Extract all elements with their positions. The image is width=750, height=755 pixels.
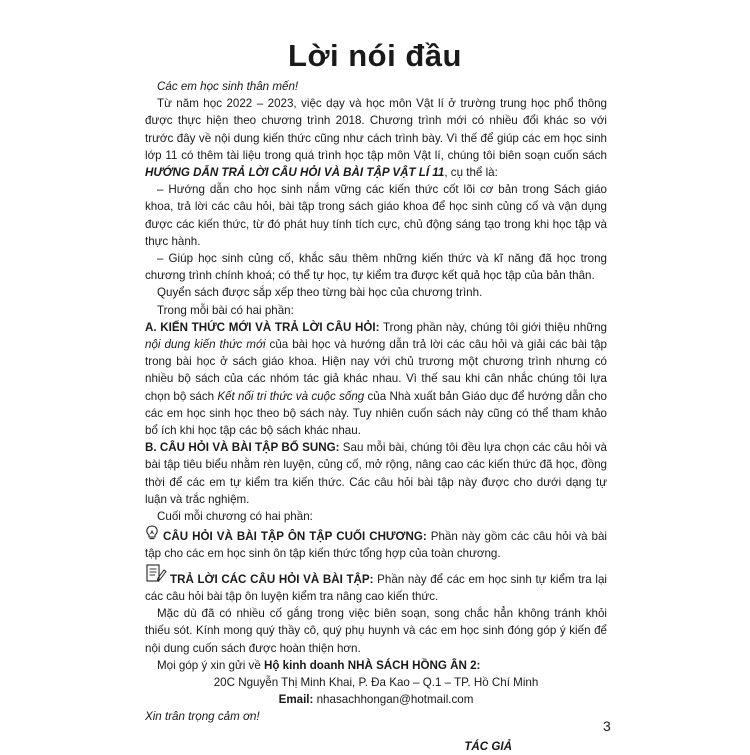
document-pencil-icon bbox=[145, 563, 167, 583]
answers-paragraph: TRẢ LỜI CÁC CÂU HỎI VÀ BÀI TẬP: Phần này để các em học sinh tự kiểm tra lại các câu hỏi bài tập ôn luyện kiểm tra nâng cao kiến thức. bbox=[145, 563, 607, 605]
thanks-line: Xin trân trọng cảm ơn! bbox=[145, 710, 260, 724]
intro-paragraph: Từ năm học 2022 – 2023, việc dạy và học môn Vật lí ở trường trung học phổ thông được thực hiện theo chương trình 2018. Chương trình mới có nhiều đổi khác so với trước đây về nội dung kiến thức cũng như cách trình bày. Vì thế để giúp các em học sinh lớp 11 có thêm tài liệu trong quá trình học tập môn Vật lí, chúng tôi biên soạn cuốn sách HƯỚNG DẪN TRẢ LỜI CÂU HỎI VÀ BÀI TẬP VẬT LÍ 11, cụ thể là: bbox=[145, 97, 607, 180]
lightbulb-icon bbox=[145, 525, 159, 540]
two-parts-line: Trong mỗi bài có hai phần: bbox=[157, 303, 294, 317]
review-paragraph: CÂU HỎI VÀ BÀI TẬP ÔN TẬP CUỐI CHƯƠNG: Phần này gồm các câu hỏi và bài tập cho các em học sinh ôn tập kiến thức tổng hợp của toàn chương. bbox=[145, 525, 607, 562]
part-a-paragraph: A. KIẾN THỨC MỚI VÀ TRẢ LỜI CÂU HỎI: Trong phần này, chúng tôi giới thiệu những nội dung kiến thức mới của bài học và hướng dẫn trả lời các câu hỏi và giải các bài tập trong bài học ở sách giáo khoa. Hiện nay với chủ trương một chương trình nhưng có nhiều bộ sách của các nhóm tác giả khác nhau. Vì thế sau khi cân nhắc chúng tôi lựa chọn bộ sách Kết nối tri thức và cuộc sống của Nhà xuất bản Giáo dục để hướng dẫn cho các em học sinh học theo bộ sách này. Tuy nhiên cuốn sách này cũng có thể tham khảo bổ ích khi học tập các bộ sách khác nhau. bbox=[145, 320, 607, 438]
chapter-end-line: Cuối mỗi chương có hai phần: bbox=[157, 510, 313, 524]
address-line: 20C Nguyễn Thị Minh Khai, P. Đa Kao – Q.1 – TP. Hồ Chí Minh bbox=[213, 675, 539, 689]
bullet-1: – Hướng dẫn cho học sinh nắm vững các kiến thức cốt lõi cơ bản trong Sách giáo khoa, trả lời các câu hỏi, bài tập trong sách giáo khoa để học sinh củng cố và vận dụng được các kiến thức, từ đó phát huy tính tích cực, chủ động sáng tạo trong khi học tập và thực hành. bbox=[145, 183, 607, 248]
bullet-2: – Giúp học sinh củng cố, khắc sâu thêm những kiến thức và kĩ năng đã học trong chương trình chính khoá; có thể tự học, tự kiểm tra được kết quả học tập của bản thân. bbox=[145, 252, 607, 283]
part-b-heading: B. CÂU HỎI VÀ BÀI TẬP BỔ SUNG: bbox=[145, 441, 340, 455]
page-number: 3 bbox=[603, 718, 611, 734]
part-a-heading: A. KIẾN THỨC MỚI VÀ TRẢ LỜI CÂU HỎI: bbox=[145, 320, 380, 334]
author-signature: TÁC GIẢ bbox=[464, 739, 512, 753]
closing-paragraph: Mặc dù đã có nhiều cố gắng trong việc biên soạn, song chắc hẳn không tránh khỏi thiếu sót. Kính mong quý thầy cô, quý phụ huynh và các em học sinh đóng góp ý kiến để nội dung cuốn sách được hoàn thiện hơn. bbox=[145, 607, 607, 655]
preface-body bbox=[145, 78, 607, 755]
part-b-paragraph: B. CÂU HỎI VÀ BÀI TẬP BỔ SUNG: Sau mỗi bài, chúng tôi đều lựa chọn các câu hỏi và bài tập tiêu biểu nhằm rèn luyện, củng cố, mở rộng, nâng cao các kiến thức đã học, đồng thời để các em tự kiểm tra kiến thức. Các câu hỏi bài tập này được cho dưới dạng tự luận và trắc nghiệm. bbox=[145, 441, 607, 506]
answers-heading: TRẢ LỜI CÁC CÂU HỎI VÀ BÀI TẬP: bbox=[170, 572, 374, 586]
contact-name: Hộ kinh doanh NHÀ SÁCH HỒNG ÂN 2: bbox=[264, 658, 481, 672]
page-title: Lời nói đầu bbox=[288, 38, 462, 73]
book-title: HƯỚNG DẪN TRẢ LỜI CÂU HỎI VÀ BÀI TẬP VẬT LÍ 11 bbox=[145, 166, 445, 180]
email-line bbox=[145, 691, 607, 708]
email-address: nhasachhongan@hotmail.com bbox=[313, 693, 474, 707]
arrangement-line: Quyển sách được sắp xếp theo từng bài học của chương trình. bbox=[157, 286, 483, 300]
email-label: Email: bbox=[278, 693, 314, 707]
greeting: Các em học sinh thân mến! bbox=[157, 80, 299, 93]
review-heading: CÂU HỎI VÀ BÀI TẬP ÔN TẬP CUỐI CHƯƠNG: bbox=[163, 530, 427, 544]
contact-line: Mọi góp ý xin gửi về Hộ kinh doanh NHÀ SÁCH HỒNG ÂN 2: bbox=[157, 658, 481, 672]
